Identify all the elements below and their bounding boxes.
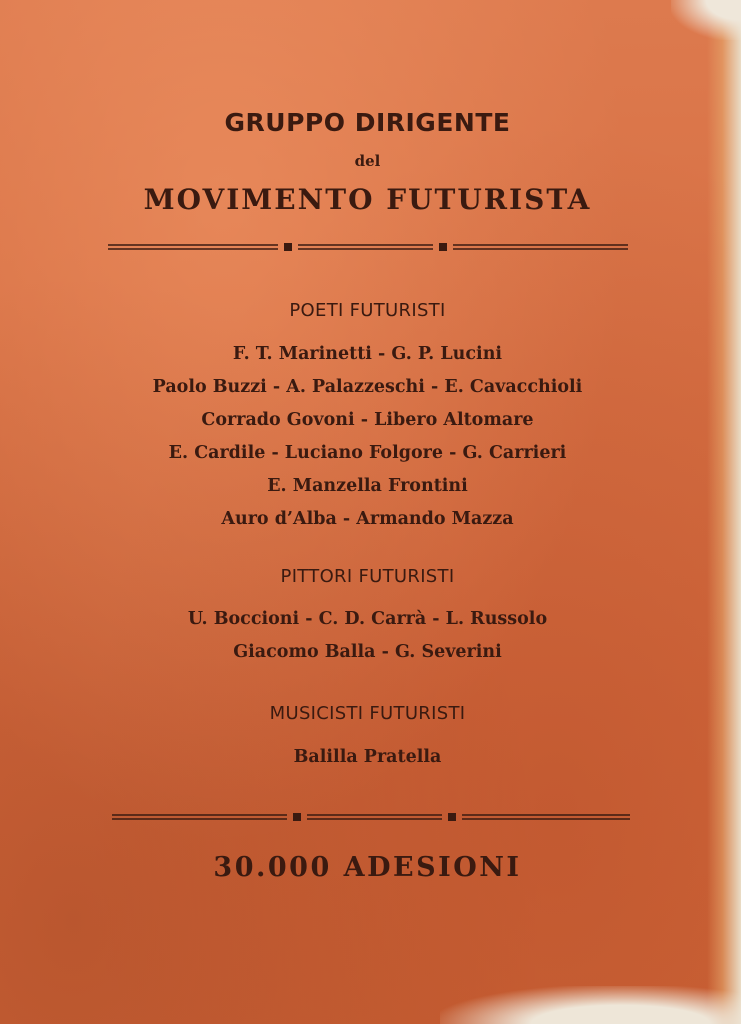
header-title-del: del: [354, 152, 381, 170]
name-line: Auro d’Alba - Armando Mazza: [221, 509, 514, 529]
name-line: Balilla Pratella: [293, 747, 442, 767]
section-names-poeti: [100, 338, 635, 536]
ornamental-divider-bottom: [112, 811, 632, 823]
worn-corner-top-right: [671, 0, 741, 40]
section-heading-musicisti: MUSICISTI FUTURISTI: [269, 703, 466, 724]
name-line: Giacomo Balla - G. Severini: [233, 642, 502, 662]
header-title-line3: MOVIMENTO FUTURISTA: [143, 183, 592, 216]
adhesions-total: 30.000 ADESIONI: [213, 852, 522, 883]
section-names-pittori: [100, 603, 635, 669]
worn-edge-bottom: [440, 986, 741, 1024]
header-title-line1: GRUPPO DIRIGENTE: [224, 108, 511, 137]
section-heading-pittori: PITTORI FUTURISTI: [280, 566, 455, 587]
section-heading-poeti: POETI FUTURISTI: [289, 300, 446, 321]
name-line: F. T. Marinetti - G. P. Lucini: [232, 344, 503, 364]
worn-edge-right: [707, 0, 741, 1024]
name-line: Corrado Govoni - Libero Altomare: [201, 410, 534, 430]
section-names-musicisti: [100, 741, 635, 774]
name-line: Paolo Buzzi - A. Palazzeschi - E. Cavacchioli: [152, 377, 583, 397]
ornamental-divider-top: [108, 241, 628, 253]
name-line: E. Cardile - Luciano Folgore - G. Carrieri: [168, 443, 567, 463]
name-line: E. Manzella Frontini: [267, 476, 468, 496]
name-line: U. Boccioni - C. D. Carrà - L. Russolo: [187, 609, 548, 629]
